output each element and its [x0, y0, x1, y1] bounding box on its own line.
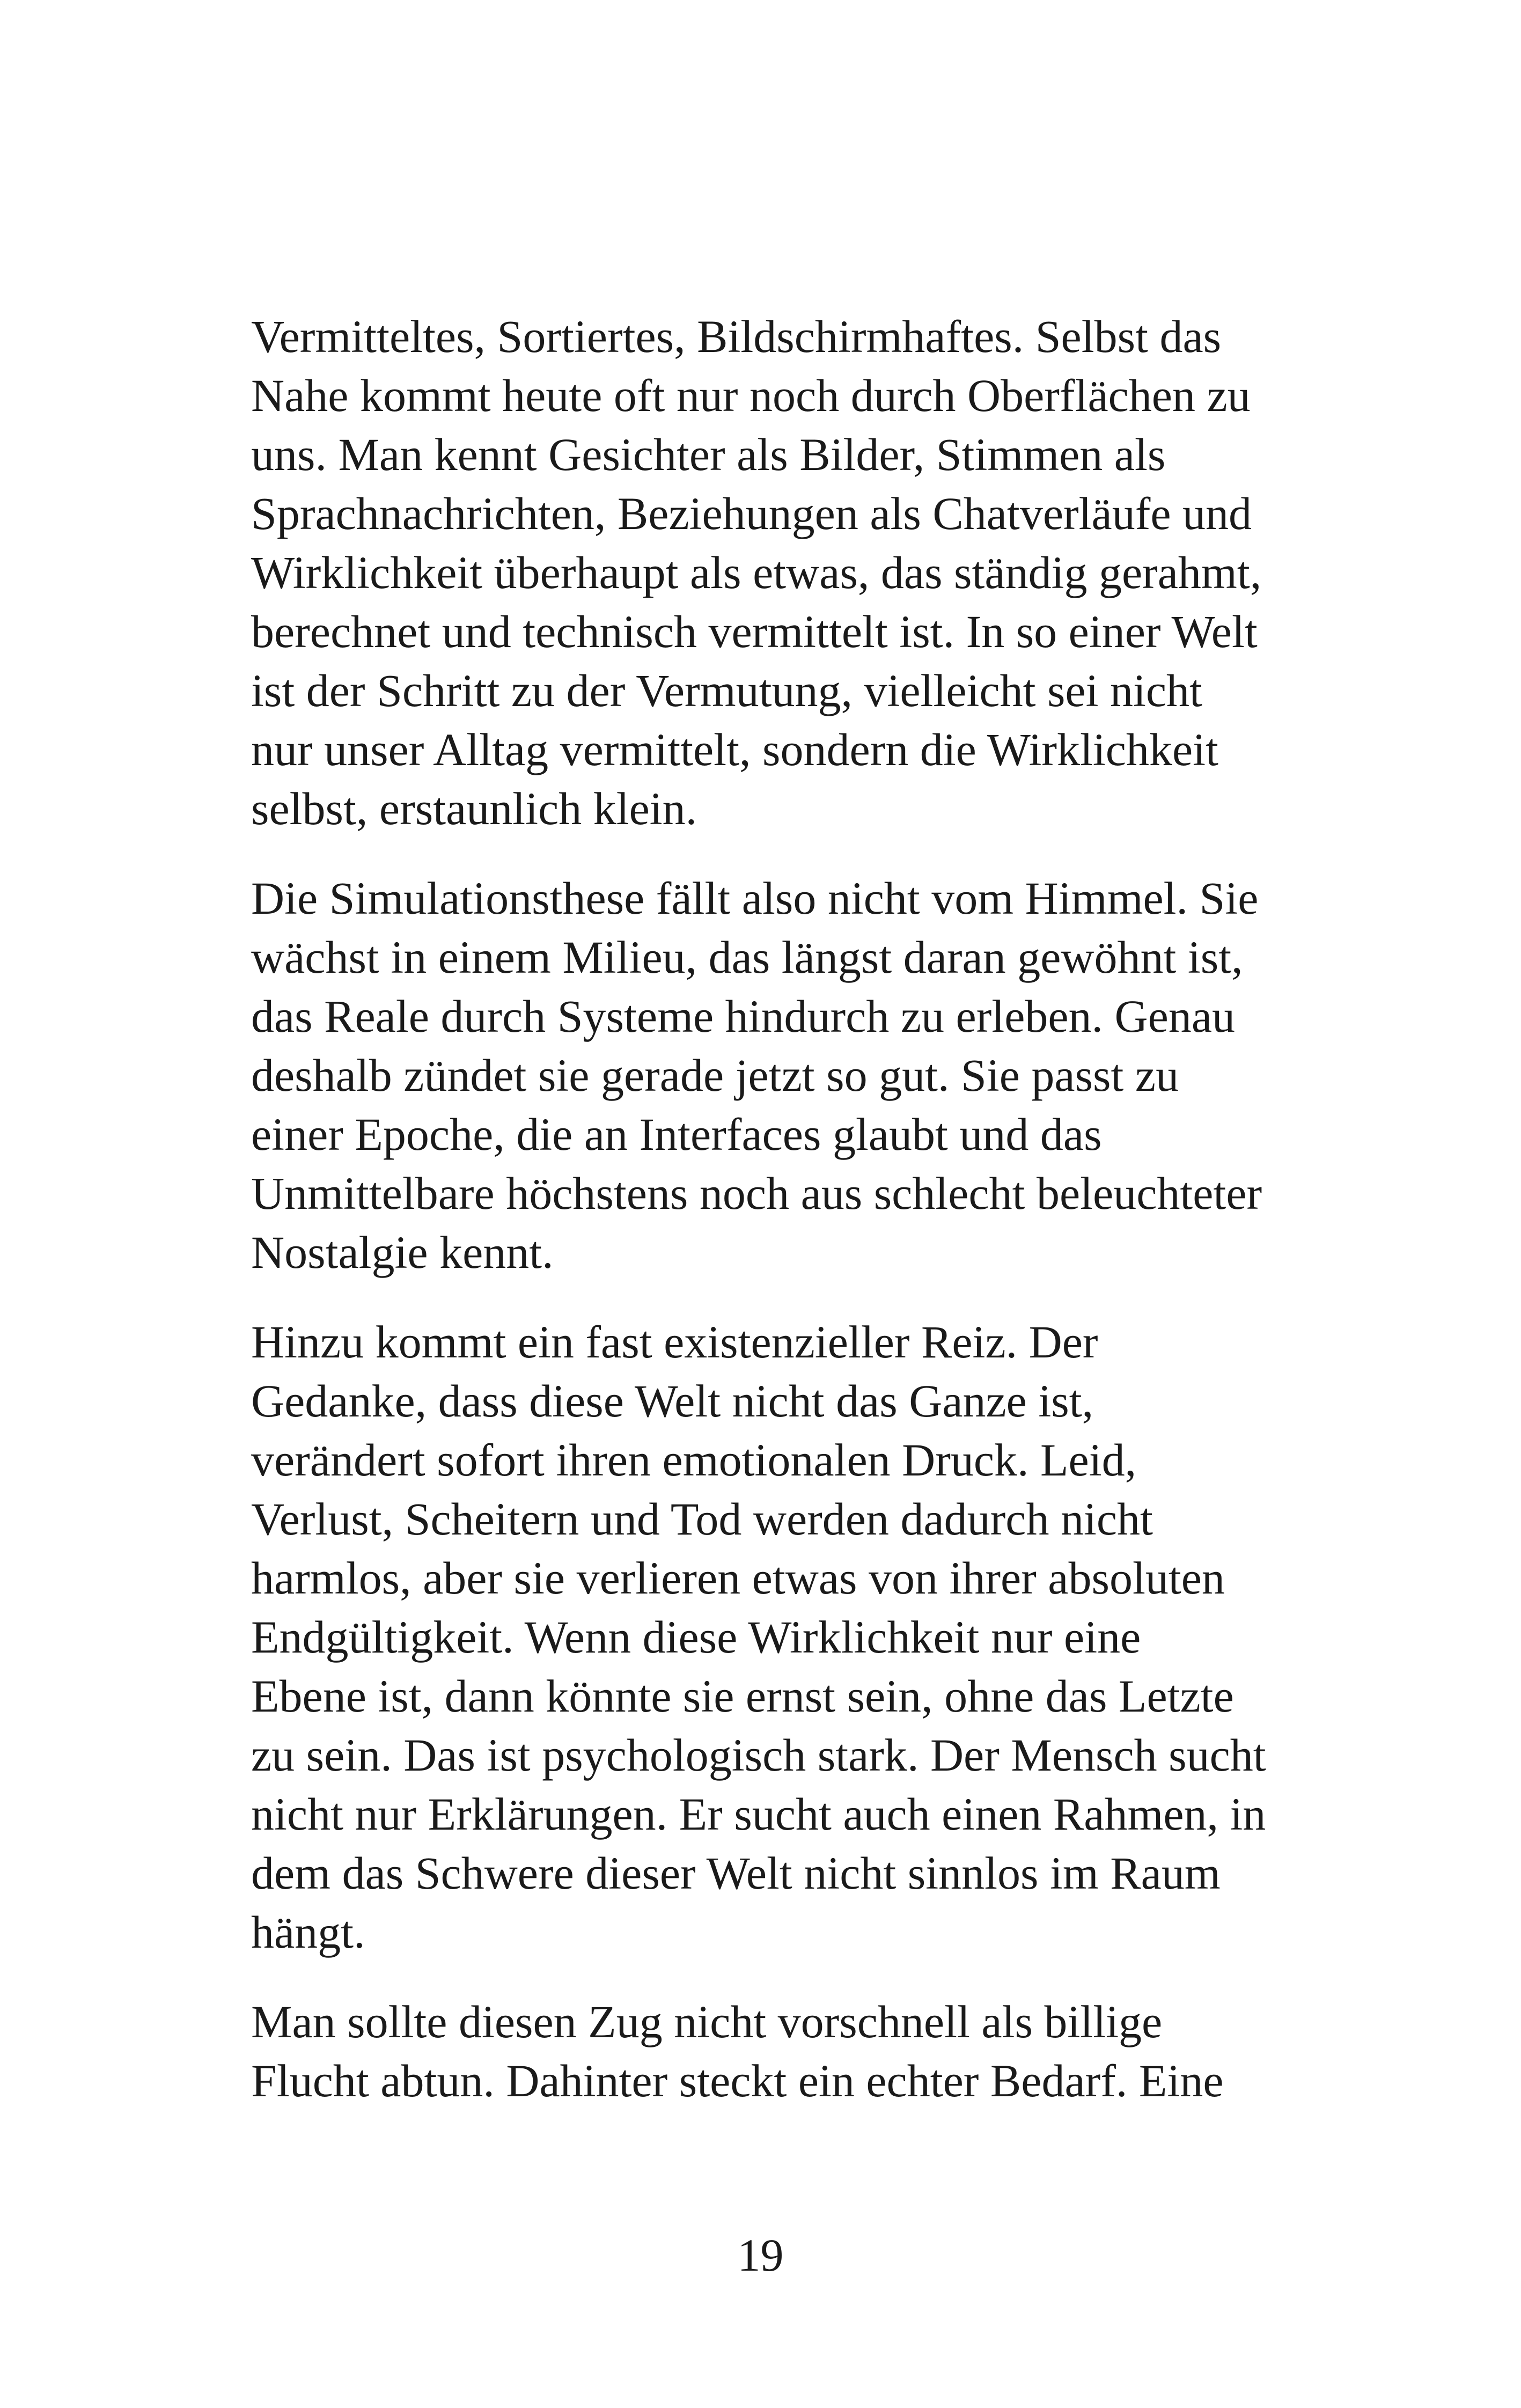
text-line: einer Epoche, die an Interfaces glaubt und das: [251, 1108, 1102, 1160]
paragraph-1: [251, 307, 1270, 838]
text-line: Wirklichkeit überhaupt als etwas, das ständig gerahmt,: [251, 547, 1262, 598]
paragraph-3: [251, 1312, 1270, 1962]
text-line: selbst, erstaunlich klein.: [251, 783, 697, 834]
text-line: Verlust, Scheitern und Tod werden dadurch nicht: [251, 1493, 1153, 1545]
paragraph-4: [251, 1992, 1270, 2110]
text-line: Man sollte diesen Zug nicht vorschnell als billige: [251, 1996, 1163, 2047]
body-text: [251, 307, 1270, 2141]
page-number: 19: [737, 2229, 784, 2281]
text-line: nicht nur Erklärungen. Er sucht auch einen Rahmen, in: [251, 1788, 1266, 1840]
text-line: Vermitteltes, Sortiertes, Bildschirmhaftes. Selbst das: [251, 311, 1222, 362]
text-line: nur unser Alltag vermittelt, sondern die Wirklichkeit: [251, 724, 1218, 775]
paragraph-2: [251, 869, 1270, 1282]
text-line: hängt.: [251, 1906, 365, 1958]
text-line: Sprachnachrichten, Beziehungen als Chatverläufe und: [251, 488, 1252, 539]
text-line: uns. Man kennt Gesichter als Bilder, Stimmen als: [251, 429, 1166, 480]
text-line: Gedanke, dass diese Welt nicht das Ganze ist,: [251, 1375, 1094, 1427]
text-line: Unmittelbare höchstens noch aus schlecht beleuchteter: [251, 1168, 1262, 1219]
text-line: verändert sofort ihren emotionalen Druck. Leid,: [251, 1434, 1137, 1486]
text-line: Ebene ist, dann könnte sie ernst sein, ohne das Letzte: [251, 1670, 1234, 1722]
text-line: dem das Schwere dieser Welt nicht sinnlos im Raum: [251, 1847, 1221, 1899]
text-line: deshalb zündet sie gerade jetzt so gut. Sie passt zu: [251, 1049, 1179, 1101]
text-line: harmlos, aber sie verlieren etwas von ihrer absoluten: [251, 1552, 1225, 1604]
text-line: ist der Schritt zu der Vermutung, vielleicht sei nicht: [251, 665, 1202, 716]
text-line: Nostalgie kennt.: [251, 1227, 554, 1278]
text-line: zu sein. Das ist psychologisch stark. Der Mensch sucht: [251, 1729, 1266, 1781]
text-line: das Reale durch Systeme hindurch zu erleben. Genau: [251, 990, 1236, 1042]
text-line: Hinzu kommt ein fast existenzieller Reiz. Der: [251, 1316, 1098, 1368]
text-line: Endgültigkeit. Wenn diese Wirklichkeit nur eine: [251, 1611, 1141, 1663]
text-line: Nahe kommt heute oft nur noch durch Oberflächen zu: [251, 370, 1251, 421]
text-line: berechnet und technisch vermittelt ist. In so einer Welt: [251, 606, 1258, 657]
text-line: Die Simulationsthese fällt also nicht vom Himmel. Sie: [251, 872, 1259, 924]
text-line: Flucht abtun. Dahinter steckt ein echter Bedarf. Eine: [251, 2055, 1224, 2106]
text-line: wächst in einem Milieu, das längst daran gewöhnt ist,: [251, 931, 1243, 983]
